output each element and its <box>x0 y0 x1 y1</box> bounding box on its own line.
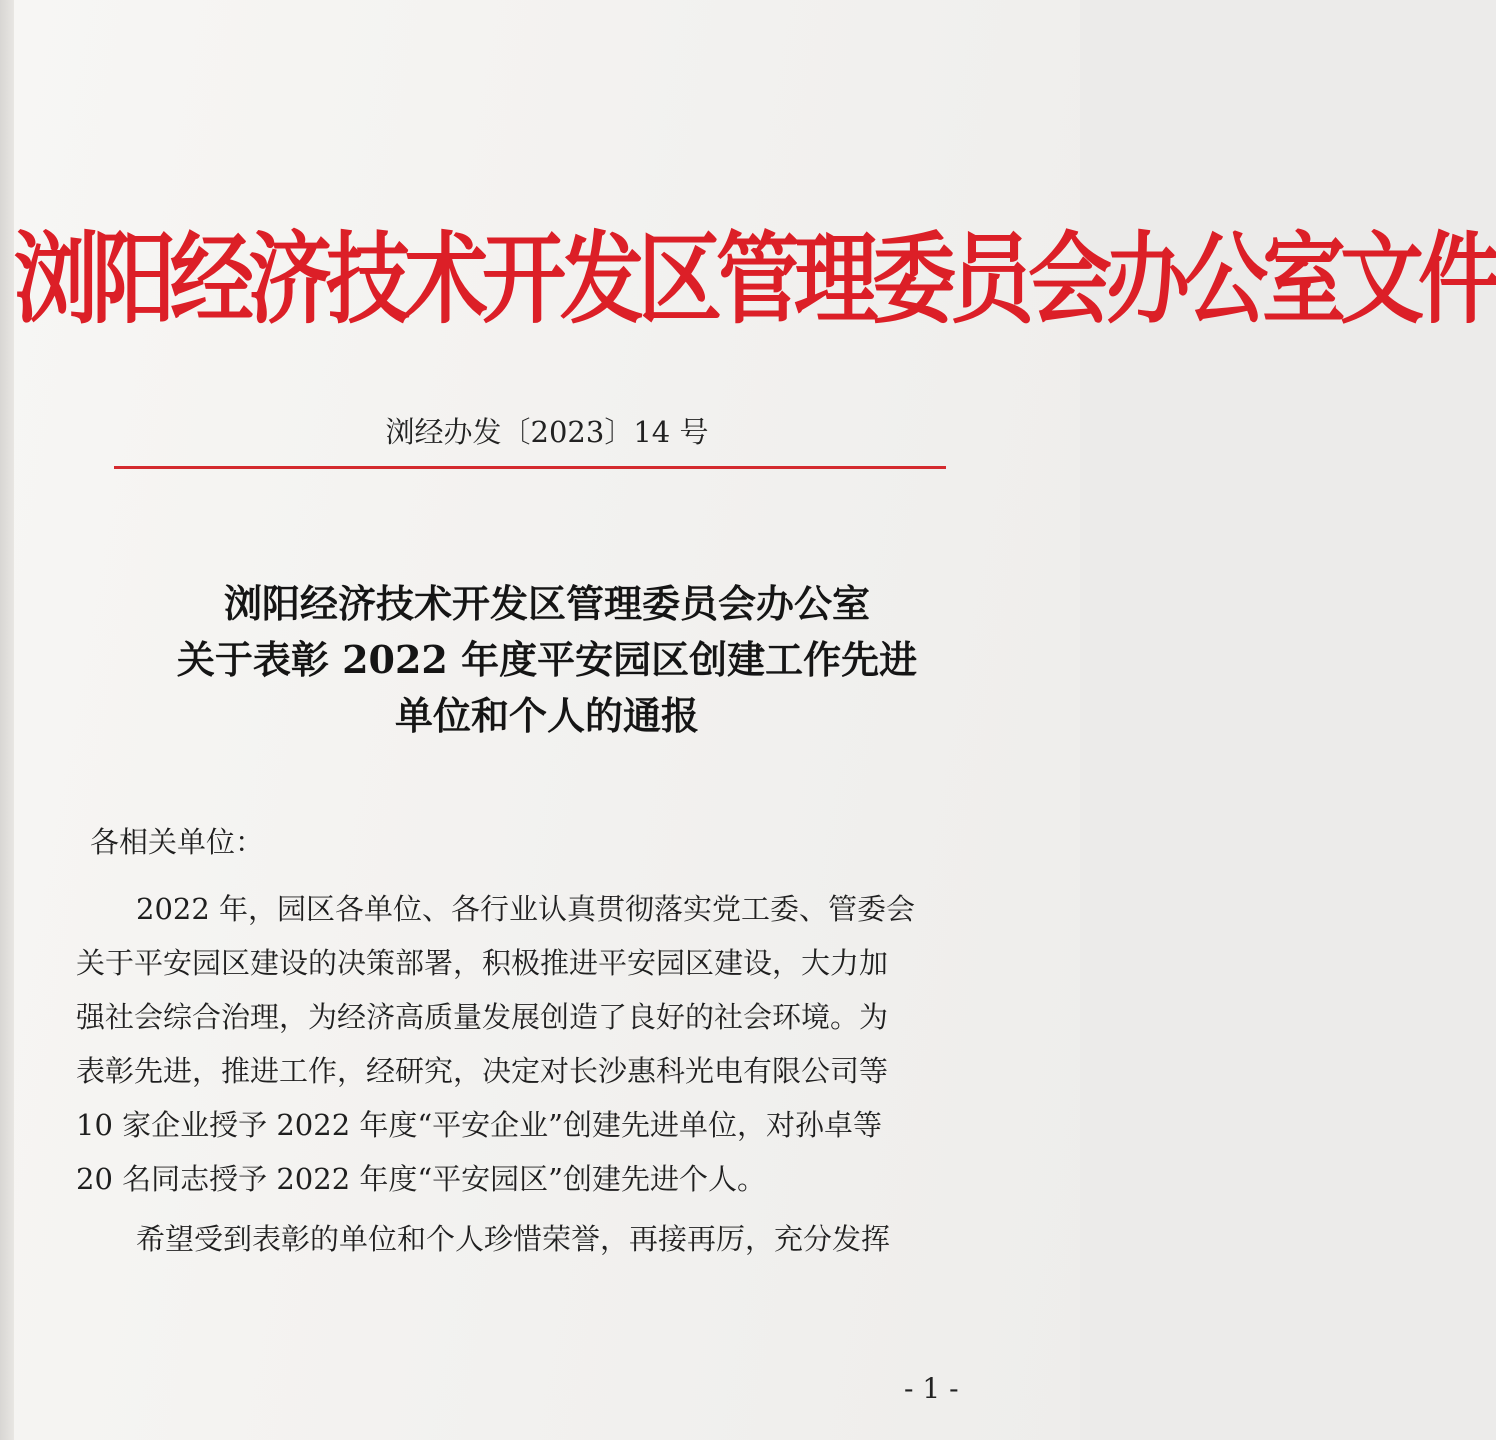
document-masthead: 浏阳经济技术开发区管理委员会办公室文件 <box>14 221 1496 337</box>
title-line-2: 关于表彰 2022 年度平安园区创建工作先进 <box>176 637 918 682</box>
document-number: 浏经办发〔2023〕14 号 <box>385 415 709 449</box>
page-number: - 1 - <box>904 1372 959 1405</box>
body-line: 10 家企业授予 2022 年度“平安企业”创建先进单位，对孙卓等 <box>76 1108 883 1142</box>
document-page <box>14 0 1496 1440</box>
document-body <box>76 882 976 1266</box>
body-line: 20 名同志授予 2022 年度“平安园区”创建先进个人。 <box>76 1162 767 1196</box>
document-title <box>14 576 1080 744</box>
title-line-3: 单位和个人的通报 <box>394 693 699 738</box>
page-edge <box>0 0 14 1440</box>
body-line: 关于平安园区建设的决策部署，积极推进平安园区建设，大力加 <box>76 946 889 980</box>
body-line: 希望受到表彰的单位和个人珍惜荣誉，再接再厉，充分发挥 <box>136 1222 891 1256</box>
salutation: 各相关单位： <box>90 825 265 859</box>
red-divider-line <box>114 466 946 469</box>
body-line: 强社会综合治理，为经济高质量发展创造了良好的社会环境。为 <box>76 1000 889 1034</box>
body-line: 表彰先进，推进工作，经研究，决定对长沙惠科光电有限公司等 <box>76 1054 889 1088</box>
body-line: 2022 年，园区各单位、各行业认真贯彻落实党工委、管委会 <box>136 892 916 926</box>
title-line-1: 浏阳经济技术开发区管理委员会办公室 <box>223 581 870 626</box>
